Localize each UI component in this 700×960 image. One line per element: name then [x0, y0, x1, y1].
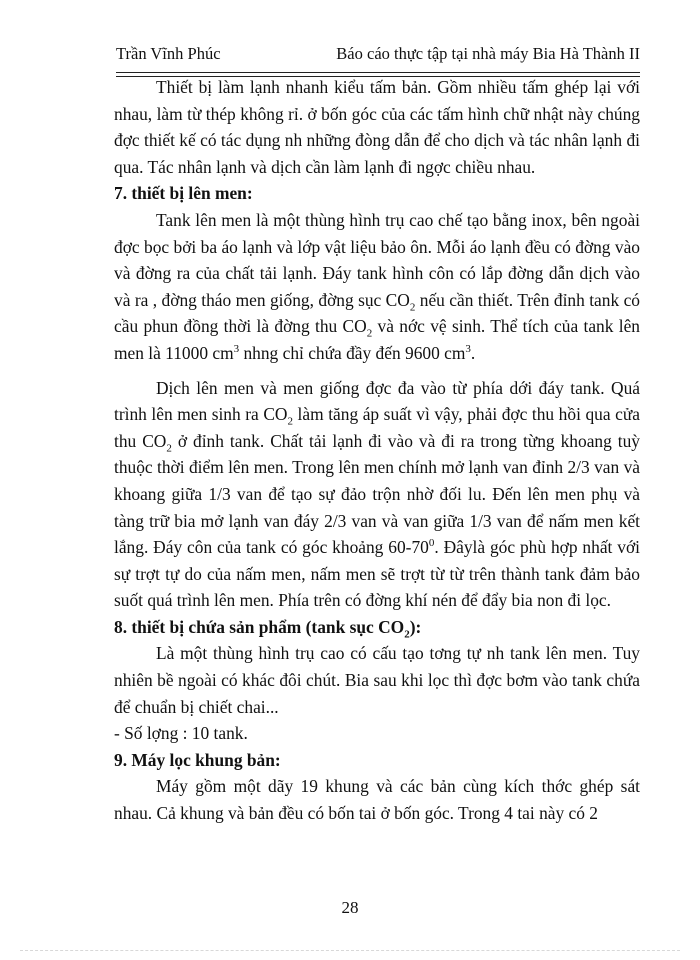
page-bottom-divider	[20, 950, 680, 951]
page-header	[116, 38, 640, 62]
paragraph-fermentation-tank: Tank lên men là một thùng hình trụ cao chế tạo bằng inox, bên ngoài đợc bọc bởi ba áo lạnh và lớp vật liệu bảo ôn. Mỗi áo lạnh đều có đờng vào và đờng ra của chất tải lạnh. Đáy tank hình côn có lắp đờng dẫn dịch vào và ra , đờng tháo men giống, đờng sục $CO_2$ nếu cần thiết. Trên đỉnh tank có cầu phun đồng thời là đờng thu $CO_2$ và nớc vệ sinh. Thể tích của tank lên men là 11000 $cm^3$ nhng chỉ chứa đầy đến 9600 $cm^3$.	[114, 209, 640, 363]
header-rule	[116, 72, 640, 73]
list-item-tank-count: - Số lợng : 10 tank.	[114, 723, 248, 744]
document-body	[114, 74, 640, 827]
heading-section-8: 8. thiết bị chứa sản phẩm (tank sục $CO_2$):	[114, 616, 422, 641]
header-author: Trần Vĩnh Phúc	[116, 44, 221, 63]
paragraph-storage-tank: Là một thùng hình trụ cao có cấu tạo tơng tự nh tank lên men. Tuy nhiên bề ngoài có khác đôi chút. Bia sau khi lọc thì đợc bơm vào tank chứa để chuẩn bị chiết chai...	[114, 643, 640, 717]
paragraph-heat-exchanger: Thiết bị làm lạnh nhanh kiểu tấm bản. Gồm nhiều tấm ghép lại với nhau, làm từ thép không rỉ. ở bốn góc của các tấm hình chữ nhật này chúng đợc thiết kế có tác dụng nh những đòng dẫn để cho dịch và tác nhân lạnh đi qua. Tác nhân lạnh và dịch cần làm lạnh đi ngợc chiều nhau.	[114, 77, 640, 177]
paragraph-frame-filter: Máy gồm một dãy 19 khung và các bản cùng kích thớc ghép sát nhau. Cả khung và bản đều có bốn tai ở bốn góc. Trong 4 tai này có 2	[114, 776, 640, 824]
heading-section-9: 9. Máy lọc khung bản:	[114, 749, 281, 770]
paragraph-fermentation-process: Dịch lên men và men giống đợc đa vào từ phía dới đáy tank. Quá trình lên men sinh ra $CO_2$ làm tăng áp suất vì vậy, phải đợc thu hồi qua cửa thu $CO_2$ ở đỉnh tank. Chất tải lạnh đi vào và đi ra trong từng khoang tuỳ thuộc thời điểm lên men. Trong lên men chính mở lạnh van đỉnh 2/3 van và khoang giữa 1/3 van để tạo sự đảo trộn nhờ đối lu. Đến lên men phụ và tàng trữ bia mở lạnh van đáy 2/3 van và van giữa 1/3 van để nấm men kết lắng. Đáy côn của tank có góc khoảng $60-70^0$. Đâylà góc phù hợp nhất với sự trợt tự do của nấm men, nấm men sẽ trợt từ từ trên thành tank đảm bảo suốt quá trình lên men. Phía trên có đờng khí nén để đẩy bia non đi lọc.	[114, 377, 641, 611]
header-report-title: Báo cáo thực tập tại nhà máy Bia Hà Thành II	[336, 44, 640, 63]
page-number: 28	[341, 898, 359, 917]
heading-section-7: 7. thiết bị lên men:	[114, 183, 253, 204]
